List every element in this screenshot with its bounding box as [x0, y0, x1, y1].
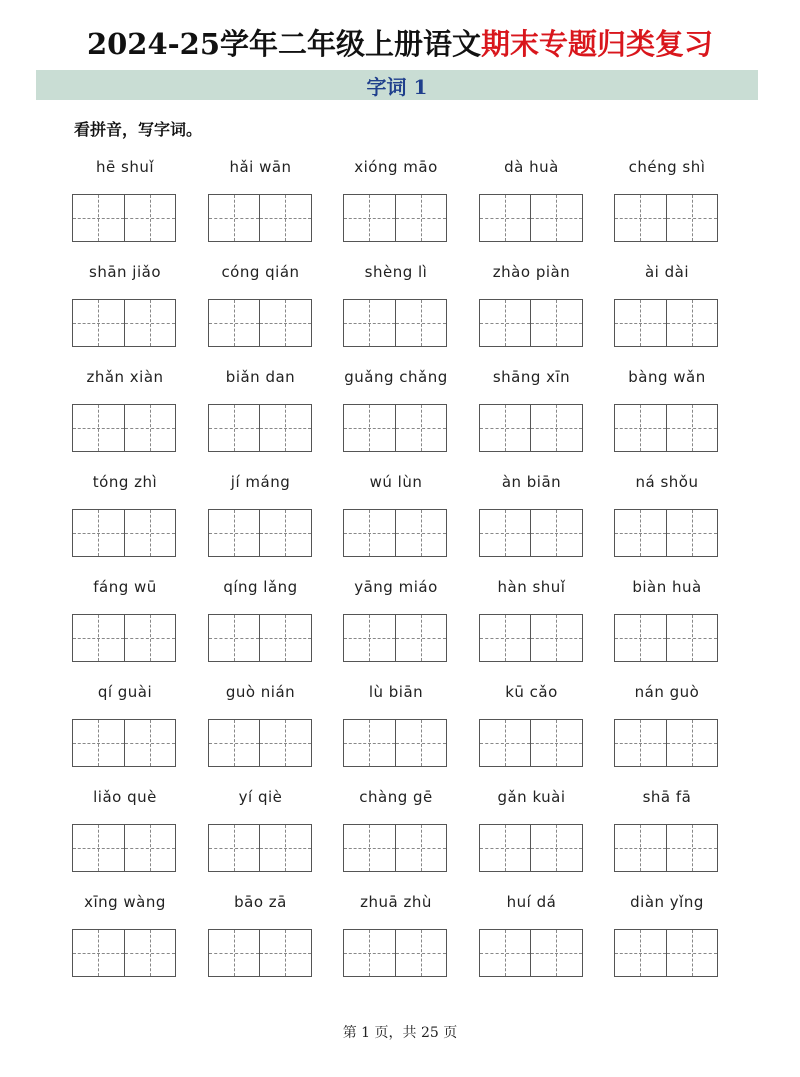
title-grade-text: 2024-25学年二年级上册语文: [86, 27, 482, 61]
tian-grid-box[interactable]: [666, 720, 717, 766]
writing-boxes[interactable]: [614, 509, 718, 557]
tian-grid-box[interactable]: [259, 720, 310, 766]
tian-grid-box[interactable]: [666, 195, 717, 241]
pinyin-label: shèng lì: [364, 263, 428, 281]
writing-boxes[interactable]: [614, 404, 718, 452]
tian-grid-box[interactable]: [530, 825, 581, 871]
word-item: [614, 885, 720, 985]
pinyin-label: huí dá: [506, 893, 557, 911]
writing-boxes[interactable]: [72, 929, 176, 977]
pinyin-label: xióng māo: [354, 158, 438, 176]
word-item: [208, 570, 314, 670]
title-topic-text: 期末专题归类复习: [481, 27, 714, 61]
pinyin-label: yāng miáo: [354, 578, 438, 596]
pinyin-label: shā fā: [642, 788, 692, 806]
word-item: [343, 255, 449, 355]
tian-grid-box[interactable]: [615, 615, 666, 661]
writing-boxes[interactable]: [479, 299, 583, 347]
writing-boxes[interactable]: [343, 719, 447, 767]
word-item: [208, 255, 314, 355]
exercise-row: [72, 360, 722, 460]
tian-grid-box[interactable]: [666, 510, 717, 556]
word-item: [479, 150, 585, 250]
writing-boxes[interactable]: [72, 824, 176, 872]
pinyin-label: nán guò: [634, 683, 700, 701]
tian-grid-box[interactable]: [480, 825, 531, 871]
tian-grid-box[interactable]: [73, 405, 124, 451]
pinyin-label: chéng shì: [628, 158, 706, 176]
pinyin-label: guǎng chǎng: [344, 368, 448, 386]
tian-grid-box[interactable]: [666, 300, 717, 346]
tian-grid-box[interactable]: [530, 720, 581, 766]
writing-boxes[interactable]: [614, 719, 718, 767]
pinyin-label: lù biān: [368, 683, 424, 701]
pinyin-label: bāo zā: [234, 893, 287, 911]
tian-grid-box[interactable]: [530, 510, 581, 556]
subtitle-bar: [36, 70, 758, 100]
tian-grid-box[interactable]: [395, 300, 446, 346]
tian-grid-box[interactable]: [666, 405, 717, 451]
tian-grid-box[interactable]: [480, 930, 531, 976]
exercise-row: [72, 570, 722, 670]
writing-boxes[interactable]: [614, 824, 718, 872]
tian-grid-box[interactable]: [530, 195, 581, 241]
word-item: [208, 150, 314, 250]
tian-grid-box[interactable]: [259, 510, 310, 556]
exercise-row: [72, 885, 722, 985]
pinyin-label: jí máng: [230, 473, 291, 491]
tian-grid-box[interactable]: [666, 615, 717, 661]
pinyin-label: xīng wàng: [84, 893, 166, 911]
exercise-row: [72, 150, 722, 250]
tian-grid-box[interactable]: [344, 930, 395, 976]
tian-grid-box[interactable]: [395, 615, 446, 661]
tian-grid-box[interactable]: [73, 825, 124, 871]
word-item: [614, 780, 720, 880]
word-item: [614, 360, 720, 460]
subtitle: 字词 1: [366, 74, 428, 99]
instruction-text: 看拼音，写字词。: [74, 120, 203, 139]
tian-grid-box[interactable]: [124, 720, 175, 766]
tian-grid-box[interactable]: [209, 510, 260, 556]
word-item: [72, 780, 178, 880]
writing-boxes[interactable]: [479, 614, 583, 662]
writing-boxes[interactable]: [72, 509, 176, 557]
tian-grid-box[interactable]: [344, 720, 395, 766]
pinyin-label: wú lùn: [369, 473, 423, 491]
pinyin-label: zhuā zhù: [360, 893, 432, 911]
tian-grid-box[interactable]: [530, 405, 581, 451]
writing-boxes[interactable]: [614, 194, 718, 242]
tian-grid-box[interactable]: [395, 405, 446, 451]
tian-grid-box[interactable]: [480, 405, 531, 451]
tian-grid-box[interactable]: [344, 300, 395, 346]
writing-boxes[interactable]: [72, 299, 176, 347]
tian-grid-box[interactable]: [259, 825, 310, 871]
exercise-row: [72, 465, 722, 565]
writing-boxes[interactable]: [343, 299, 447, 347]
writing-boxes[interactable]: [479, 824, 583, 872]
word-item: [479, 360, 585, 460]
word-item: [479, 675, 585, 775]
tian-grid-box[interactable]: [124, 300, 175, 346]
pinyin-label: hē shuǐ: [96, 158, 154, 176]
word-item: [343, 885, 449, 985]
word-item: [72, 885, 178, 985]
writing-boxes[interactable]: [72, 404, 176, 452]
tian-grid-box[interactable]: [615, 825, 666, 871]
pinyin-label: biǎn dan: [225, 368, 296, 386]
word-item: [479, 885, 585, 985]
writing-boxes[interactable]: [479, 404, 583, 452]
tian-grid-box[interactable]: [615, 720, 666, 766]
writing-boxes[interactable]: [208, 194, 312, 242]
tian-grid-box[interactable]: [209, 720, 260, 766]
word-item: [343, 570, 449, 670]
tian-grid-box[interactable]: [73, 195, 124, 241]
writing-boxes[interactable]: [614, 614, 718, 662]
pinyin-label: chàng gē: [359, 788, 433, 806]
tian-grid-box[interactable]: [395, 720, 446, 766]
pinyin-label: gǎn kuài: [497, 788, 566, 806]
tian-grid-box[interactable]: [124, 930, 175, 976]
tian-grid-box[interactable]: [615, 510, 666, 556]
tian-grid-box[interactable]: [259, 300, 310, 346]
tian-grid-box[interactable]: [480, 510, 531, 556]
word-item: [479, 780, 585, 880]
writing-boxes[interactable]: [208, 509, 312, 557]
tian-grid-box[interactable]: [480, 615, 531, 661]
tian-grid-box[interactable]: [395, 195, 446, 241]
pinyin-label: diàn yǐng: [630, 893, 704, 911]
pinyin-label: hàn shuǐ: [497, 578, 566, 596]
page-title: [0, 22, 800, 63]
tian-grid-box[interactable]: [615, 195, 666, 241]
tian-grid-box[interactable]: [530, 930, 581, 976]
pinyin-label: zhǎn xiàn: [86, 368, 164, 386]
writing-boxes[interactable]: [343, 404, 447, 452]
writing-boxes[interactable]: [479, 509, 583, 557]
word-item: [343, 465, 449, 565]
word-item: [72, 360, 178, 460]
tian-grid-box[interactable]: [209, 195, 260, 241]
tian-grid-box[interactable]: [259, 195, 310, 241]
pinyin-label: shān jiǎo: [89, 263, 161, 281]
tian-grid-box[interactable]: [480, 720, 531, 766]
tian-grid-box[interactable]: [124, 825, 175, 871]
tian-grid-box[interactable]: [124, 615, 175, 661]
writing-boxes[interactable]: [72, 719, 176, 767]
writing-boxes[interactable]: [614, 929, 718, 977]
word-item: [72, 465, 178, 565]
word-item: [72, 255, 178, 355]
pinyin-label: liǎo què: [93, 788, 157, 806]
word-item: [72, 675, 178, 775]
tian-grid-box[interactable]: [209, 615, 260, 661]
tian-grid-box[interactable]: [209, 405, 260, 451]
pinyin-label: ná shǒu: [635, 473, 699, 491]
tian-grid-box[interactable]: [480, 195, 531, 241]
tian-grid-box[interactable]: [259, 405, 310, 451]
tian-grid-box[interactable]: [344, 825, 395, 871]
writing-boxes[interactable]: [208, 824, 312, 872]
writing-boxes[interactable]: [343, 929, 447, 977]
pinyin-label: yí qiè: [238, 788, 283, 806]
pinyin-label: ài dài: [644, 263, 689, 281]
exercise-row: [72, 675, 722, 775]
pinyin-label: guò nián: [225, 683, 296, 701]
writing-boxes[interactable]: [72, 614, 176, 662]
word-item: [208, 360, 314, 460]
pinyin-label: tóng zhì: [92, 473, 158, 491]
word-item: [208, 465, 314, 565]
word-item: [479, 255, 585, 355]
pinyin-label: fáng wū: [93, 578, 157, 596]
tian-grid-box[interactable]: [395, 510, 446, 556]
exercise-row: [72, 780, 722, 880]
tian-grid-box[interactable]: [209, 300, 260, 346]
pinyin-label: qí guài: [97, 683, 153, 701]
tian-grid-box[interactable]: [344, 405, 395, 451]
writing-boxes[interactable]: [343, 614, 447, 662]
pinyin-label: zhào piàn: [492, 263, 571, 281]
word-item: [614, 570, 720, 670]
tian-grid-box[interactable]: [124, 510, 175, 556]
tian-grid-box[interactable]: [344, 510, 395, 556]
writing-boxes[interactable]: [208, 404, 312, 452]
tian-grid-box[interactable]: [530, 615, 581, 661]
tian-grid-box[interactable]: [530, 300, 581, 346]
word-item: [72, 150, 178, 250]
word-item: [343, 360, 449, 460]
writing-boxes[interactable]: [208, 929, 312, 977]
tian-grid-box[interactable]: [124, 405, 175, 451]
pinyin-label: qíng lǎng: [223, 578, 298, 596]
word-item: [343, 675, 449, 775]
word-item: [343, 780, 449, 880]
word-item: [614, 150, 720, 250]
writing-boxes[interactable]: [479, 194, 583, 242]
tian-grid-box[interactable]: [209, 825, 260, 871]
writing-boxes[interactable]: [479, 929, 583, 977]
pinyin-label: bàng wǎn: [628, 368, 706, 386]
word-item: [208, 675, 314, 775]
writing-boxes[interactable]: [208, 299, 312, 347]
exercise-row: [72, 255, 722, 355]
word-item: [343, 150, 449, 250]
word-item: [614, 255, 720, 355]
tian-grid-box[interactable]: [73, 300, 124, 346]
tian-grid-box[interactable]: [395, 930, 446, 976]
tian-grid-box[interactable]: [259, 930, 310, 976]
tian-grid-box[interactable]: [73, 930, 124, 976]
writing-boxes[interactable]: [343, 194, 447, 242]
tian-grid-box[interactable]: [73, 510, 124, 556]
tian-grid-box[interactable]: [615, 930, 666, 976]
tian-grid-box[interactable]: [480, 300, 531, 346]
word-item: [614, 465, 720, 565]
tian-grid-box[interactable]: [73, 615, 124, 661]
pinyin-label: shāng xīn: [492, 368, 571, 386]
tian-grid-box[interactable]: [344, 615, 395, 661]
writing-boxes[interactable]: [343, 509, 447, 557]
writing-boxes[interactable]: [208, 719, 312, 767]
pinyin-label: kū cǎo: [505, 683, 558, 701]
tian-grid-box[interactable]: [395, 825, 446, 871]
writing-boxes[interactable]: [614, 299, 718, 347]
pinyin-label: dà huà: [504, 158, 559, 176]
pinyin-label: hǎi wān: [229, 158, 292, 176]
word-item: [614, 675, 720, 775]
tian-grid-box[interactable]: [344, 195, 395, 241]
tian-grid-box[interactable]: [615, 405, 666, 451]
tian-grid-box[interactable]: [124, 195, 175, 241]
tian-grid-box[interactable]: [666, 825, 717, 871]
word-item: [208, 780, 314, 880]
word-item: [208, 885, 314, 985]
tian-grid-box[interactable]: [259, 615, 310, 661]
word-item: [479, 570, 585, 670]
writing-boxes[interactable]: [208, 614, 312, 662]
writing-boxes[interactable]: [479, 719, 583, 767]
word-item: [479, 465, 585, 565]
pinyin-label: cóng qián: [221, 263, 300, 281]
word-item: [72, 570, 178, 670]
tian-grid-box[interactable]: [73, 720, 124, 766]
writing-boxes[interactable]: [343, 824, 447, 872]
tian-grid-box[interactable]: [666, 930, 717, 976]
tian-grid-box[interactable]: [615, 300, 666, 346]
pinyin-label: àn biān: [501, 473, 562, 491]
pinyin-label: biàn huà: [632, 578, 702, 596]
tian-grid-box[interactable]: [209, 930, 260, 976]
page-footer: 第 1 页，共 25 页: [342, 1025, 458, 1041]
writing-boxes[interactable]: [72, 194, 176, 242]
